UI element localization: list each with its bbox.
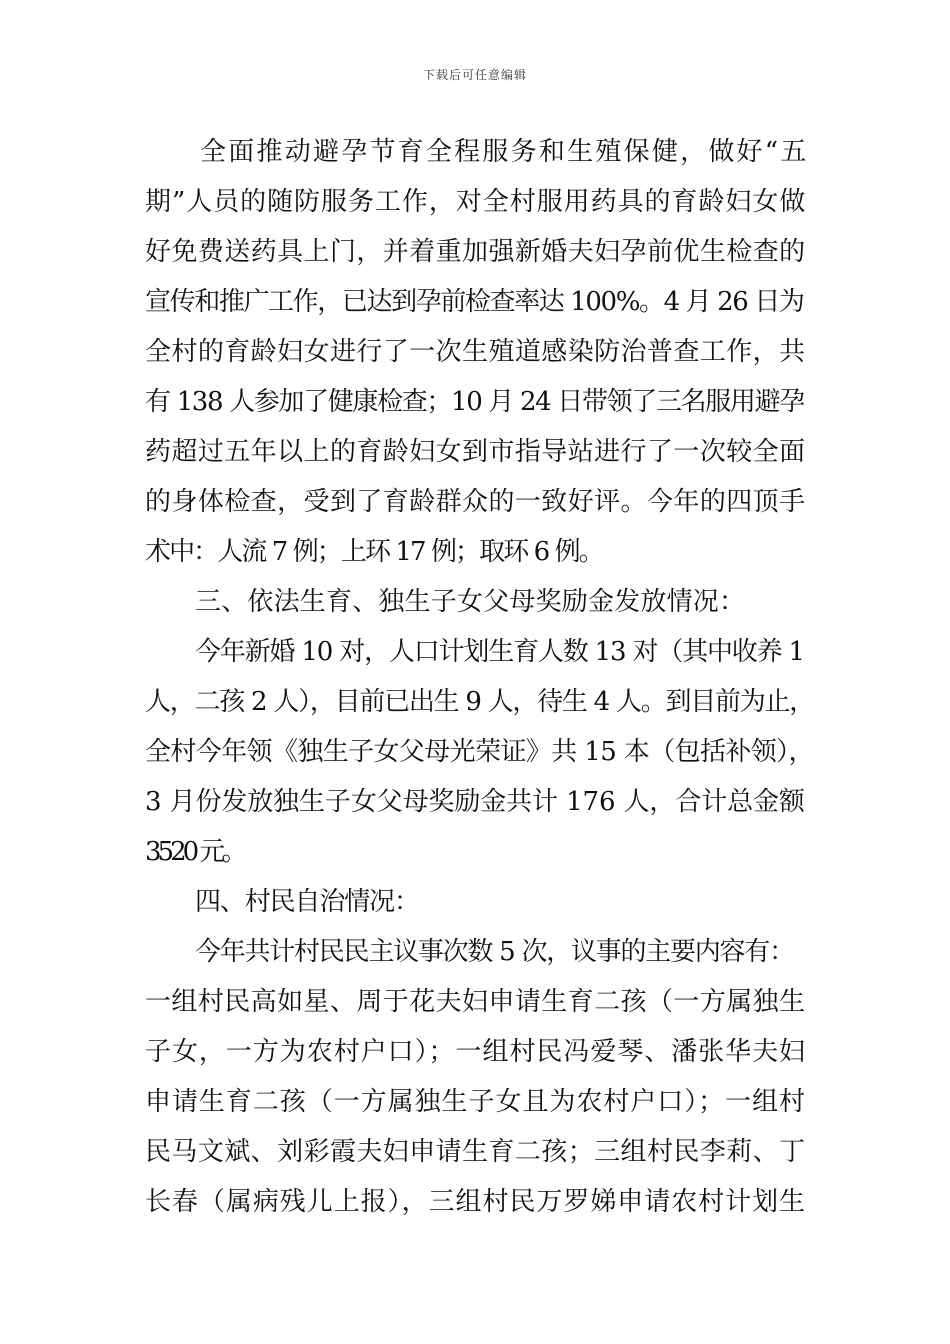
page-header: 下载后可任意编辑 <box>422 68 527 82</box>
text-line: 术中：人流 7 例；上环 17 例；取环 6 例。 <box>145 537 603 567</box>
text-line: 子女，一方为农村户口）；一组村民冯爱琴、潘张华夫妇 <box>145 1037 807 1067</box>
text-line: 申请生育二孩（一方属独生子女且为农村户口）；一组村 <box>145 1087 807 1117</box>
text-line: 的身体检查，受到了育龄群众的一致好评。今年的四顶手 <box>145 487 806 517</box>
text-line: 好免费送药具上门，并着重加强新婚夫妇孕前优生检查的 <box>145 237 806 267</box>
text-line: 3 月份发放独生子女父母奖励金共计 176 人，合计总金额 <box>145 787 805 817</box>
text-line: 今年新婚 10 对，人口计划生育人数 13 对（其中收养 1 <box>195 637 804 667</box>
text-line: 全村今年领《独生子女父母光荣证》共 15 本（包括补领）， <box>145 737 814 767</box>
text-line: 期”人员的随防服务工作，对全村服用药具的育龄妇女做 <box>145 187 807 217</box>
text-line: 民马文斌、刘彩霞夫妇申请生育二孩；三组村民李莉、丁 <box>145 1137 806 1167</box>
text-line: 今年共计村民民主议事次数 5 次，议事的主要内容有： <box>195 937 794 967</box>
text-line: 一组村民高如星、周于花夫妇申请生育二孩（一方属独生 <box>145 987 806 1017</box>
text-line: 长春（属病残儿上报），三组村民万罗娣申请农村计划生 <box>145 1187 807 1217</box>
text-line: 3520 元。 <box>145 837 244 867</box>
text-line: 全村的育龄妇女进行了一次生殖道感染防治普查工作，共 <box>145 337 806 367</box>
text-line: 有 138 人参加了健康检查；10 月 24 日带领了三名服用避孕 <box>145 387 804 417</box>
text-line: 全面推动避孕节育全程服务和生殖保健，做好“五 <box>200 137 809 167</box>
text-line: 宣传和推广工作，已达到孕前检查率达 100%。4 月 26 日为 <box>145 287 804 317</box>
section-heading: 三、依法生育、独生子女父母奖励金发放情况： <box>195 587 746 617</box>
text-line: 药超过五年以上的育龄妇女到市指导站进行了一次较全面 <box>145 437 806 467</box>
section-heading: 四、村民自治情况： <box>195 887 419 917</box>
text-line: 人，二孩 2 人），目前已出生 9 人，待生 4 人。到目前为止， <box>145 687 814 717</box>
